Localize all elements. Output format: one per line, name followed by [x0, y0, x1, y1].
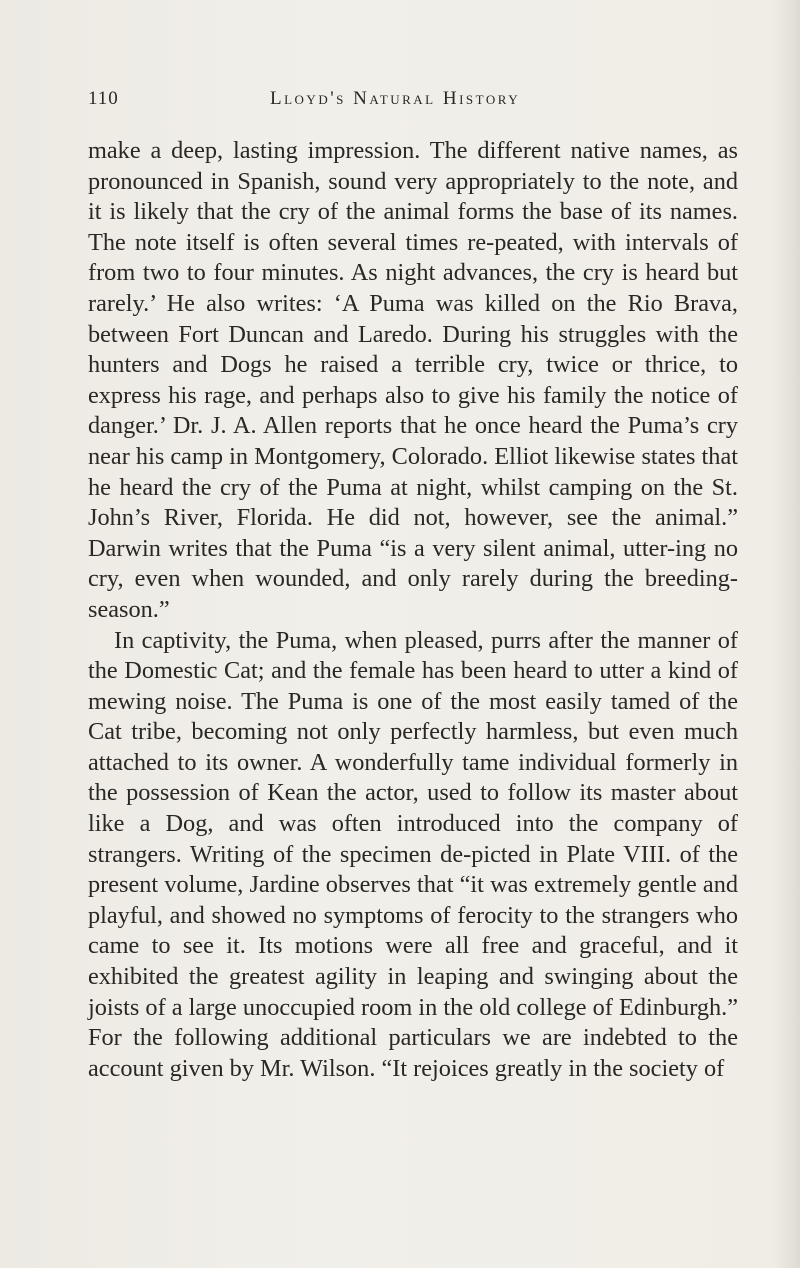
page-header — [88, 88, 738, 118]
page-number: 110 — [88, 88, 119, 109]
paragraph-continued: make a deep, lasting impression. The different native names, as pronounced in Spanish, sound very appropriately to the note, and it is likely that the cry of the animal forms the base of its names. The note itself is often several times re-peated, with intervals of from two to four minutes. As night advances, the cry is heard but rarely.’ He also writes: ‘A Puma was killed on the Rio Brava, between Fort Duncan and Laredo. During his struggles with the hunters and Dogs he raised a terrible cry, twice or thrice, to express his rage, and perhaps also to give his family the notice of danger.’ Dr. J. A. Allen reports that he once heard the Puma’s cry near his camp in Montgomery, Colorado. Elliot likewise states that he heard the cry of the Puma at night, whilst camping on the St. John’s River, Florida. He did not, however, see the animal.” Darwin writes that the Puma “is a very silent animal, utter-ing no cry, even when wounded, and only rarely during the breeding-season.” — [88, 137, 738, 623]
running-head: Lloyd's Natural History — [270, 88, 521, 109]
paragraph-captivity: In captivity, the Puma, when pleased, purrs after the manner of the Domestic Cat; and the female has been heard to utter a kind of mewing noise. The Puma is one of the most easily tamed of the Cat tribe, becoming not only perfectly harmless, but even much attached to its owner. A wonderfully tame individual formerly in the possession of Kean the actor, used to follow its master about like a Dog, and was often introduced into the company of strangers. Writing of the specimen de-picted in Plate VIII. of the present volume, Jardine observes that “it was extremely gentle and playful, and showed no symptoms of ferocity to the strangers who came to see it. Its motions were all free and graceful, and it exhibited the greatest agility in leaping and swinging about the joists of a large unoccupied room in the old college of Edinburgh.” For the following additional particulars we are indebted to the account given by Mr. Wilson. “It rejoices greatly in the society of — [88, 626, 738, 1082]
page-edge-shadow — [772, 0, 800, 1268]
body-text — [88, 136, 738, 1084]
